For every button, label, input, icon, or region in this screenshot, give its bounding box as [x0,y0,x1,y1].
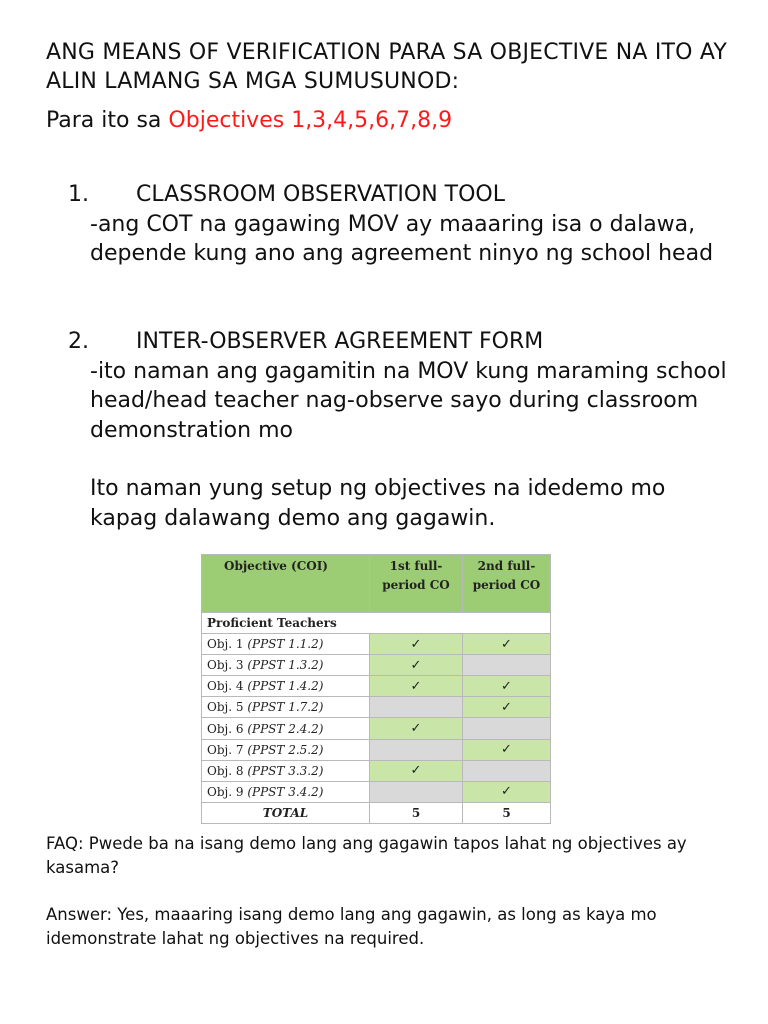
ppst-code: (PPST 2.4.2) [247,721,324,736]
header-objective: Objective (COI) [202,555,370,613]
objective-cell [202,655,370,676]
ppst-code: (PPST 1.3.2) [247,658,324,673]
table-row [202,781,551,802]
objective-cell [202,760,370,781]
list-item-number: 2. [68,329,89,354]
empty-cell [463,718,551,739]
list-item-title: CLASSROOM OBSERVATION TOOL [136,182,505,207]
objectives-line [46,106,452,135]
table-row [202,697,551,718]
table-row [202,718,551,739]
total-second-co: 5 [463,802,551,823]
header-second-co: 2nd full-period CO [463,555,551,613]
objective-number: Obj. 4 [207,679,248,694]
objective-cell [202,739,370,760]
faq-answer: Answer: Yes, maaaring isang demo lang ang gagawin, as long as kaya mo idemonstrate lahat ng objectives na required. [46,905,657,948]
ppst-code: (PPST 2.5.2) [247,742,324,757]
empty-cell [370,739,463,760]
faq-question: FAQ: Pwede ba na isang demo lang ang gagawin tapos lahat ng objectives ay kasama? [46,834,687,877]
table-row [202,760,551,781]
check-icon: ✓ [370,634,463,655]
header-first-co: 1st full-period CO [370,555,463,613]
list-item-number: 1. [68,182,89,207]
ppst-code: (PPST 1.7.2) [247,700,324,715]
heading: ANG MEANS OF VERIFICATION PARA SA OBJECTIVE NA ITO AY ALIN LAMANG SA MGA SUMUSUNOD: [46,40,728,94]
total-label: TOTAL [202,802,370,823]
check-icon: ✓ [370,760,463,781]
ppst-code: (PPST 3.4.2) [247,784,324,799]
check-icon: ✓ [370,676,463,697]
table-row [202,739,551,760]
empty-cell [370,781,463,802]
check-icon: ✓ [463,697,551,718]
ppst-code: (PPST 1.4.2) [247,679,324,694]
objective-cell [202,718,370,739]
objective-cell [202,781,370,802]
list-item-description: -ito naman ang gagamitin na MOV kung maraming school head/head teacher nag-observe sayo during classroom demonstration mo [90,358,727,443]
objective-cell [202,676,370,697]
list-item-title: INTER-OBSERVER AGREEMENT FORM [136,329,544,354]
table-row [202,634,551,655]
total-first-co: 5 [370,802,463,823]
section-label: Proficient Teachers [202,613,551,634]
empty-cell [463,655,551,676]
empty-cell [370,697,463,718]
check-icon: ✓ [370,655,463,676]
objective-number: Obj. 7 [207,742,248,757]
objectives-table [201,554,551,824]
check-icon: ✓ [370,718,463,739]
table-row [202,676,551,697]
objective-number: Obj. 8 [207,763,248,778]
ppst-code: (PPST 3.3.2) [247,763,324,778]
objective-number: Obj. 5 [207,700,248,715]
objective-number: Obj. 6 [207,721,248,736]
total-row [202,802,551,823]
objectives-highlight: Objectives 1,3,4,5,6,7,8,9 [168,108,453,133]
objective-number: Obj. 3 [207,658,248,673]
check-icon: ✓ [463,781,551,802]
check-icon: ✓ [463,676,551,697]
setup-text: Ito naman yung setup ng objectives na idedemo mo kapag dalawang demo ang gagawin. [90,476,666,531]
objective-cell [202,697,370,718]
objective-number: Obj. 9 [207,784,248,799]
empty-cell [463,760,551,781]
check-icon: ✓ [463,634,551,655]
objectives-prefix: Para ito sa [46,108,169,133]
check-icon: ✓ [463,739,551,760]
objective-cell [202,634,370,655]
objective-number: Obj. 1 [207,637,248,652]
list-item-description: -ang COT na gagawing MOV ay maaaring isa o dalawa, depende kung ano ang agreement ninyo ng school head [90,211,714,266]
table-row [202,655,551,676]
ppst-code: (PPST 1.1.2) [247,637,324,652]
